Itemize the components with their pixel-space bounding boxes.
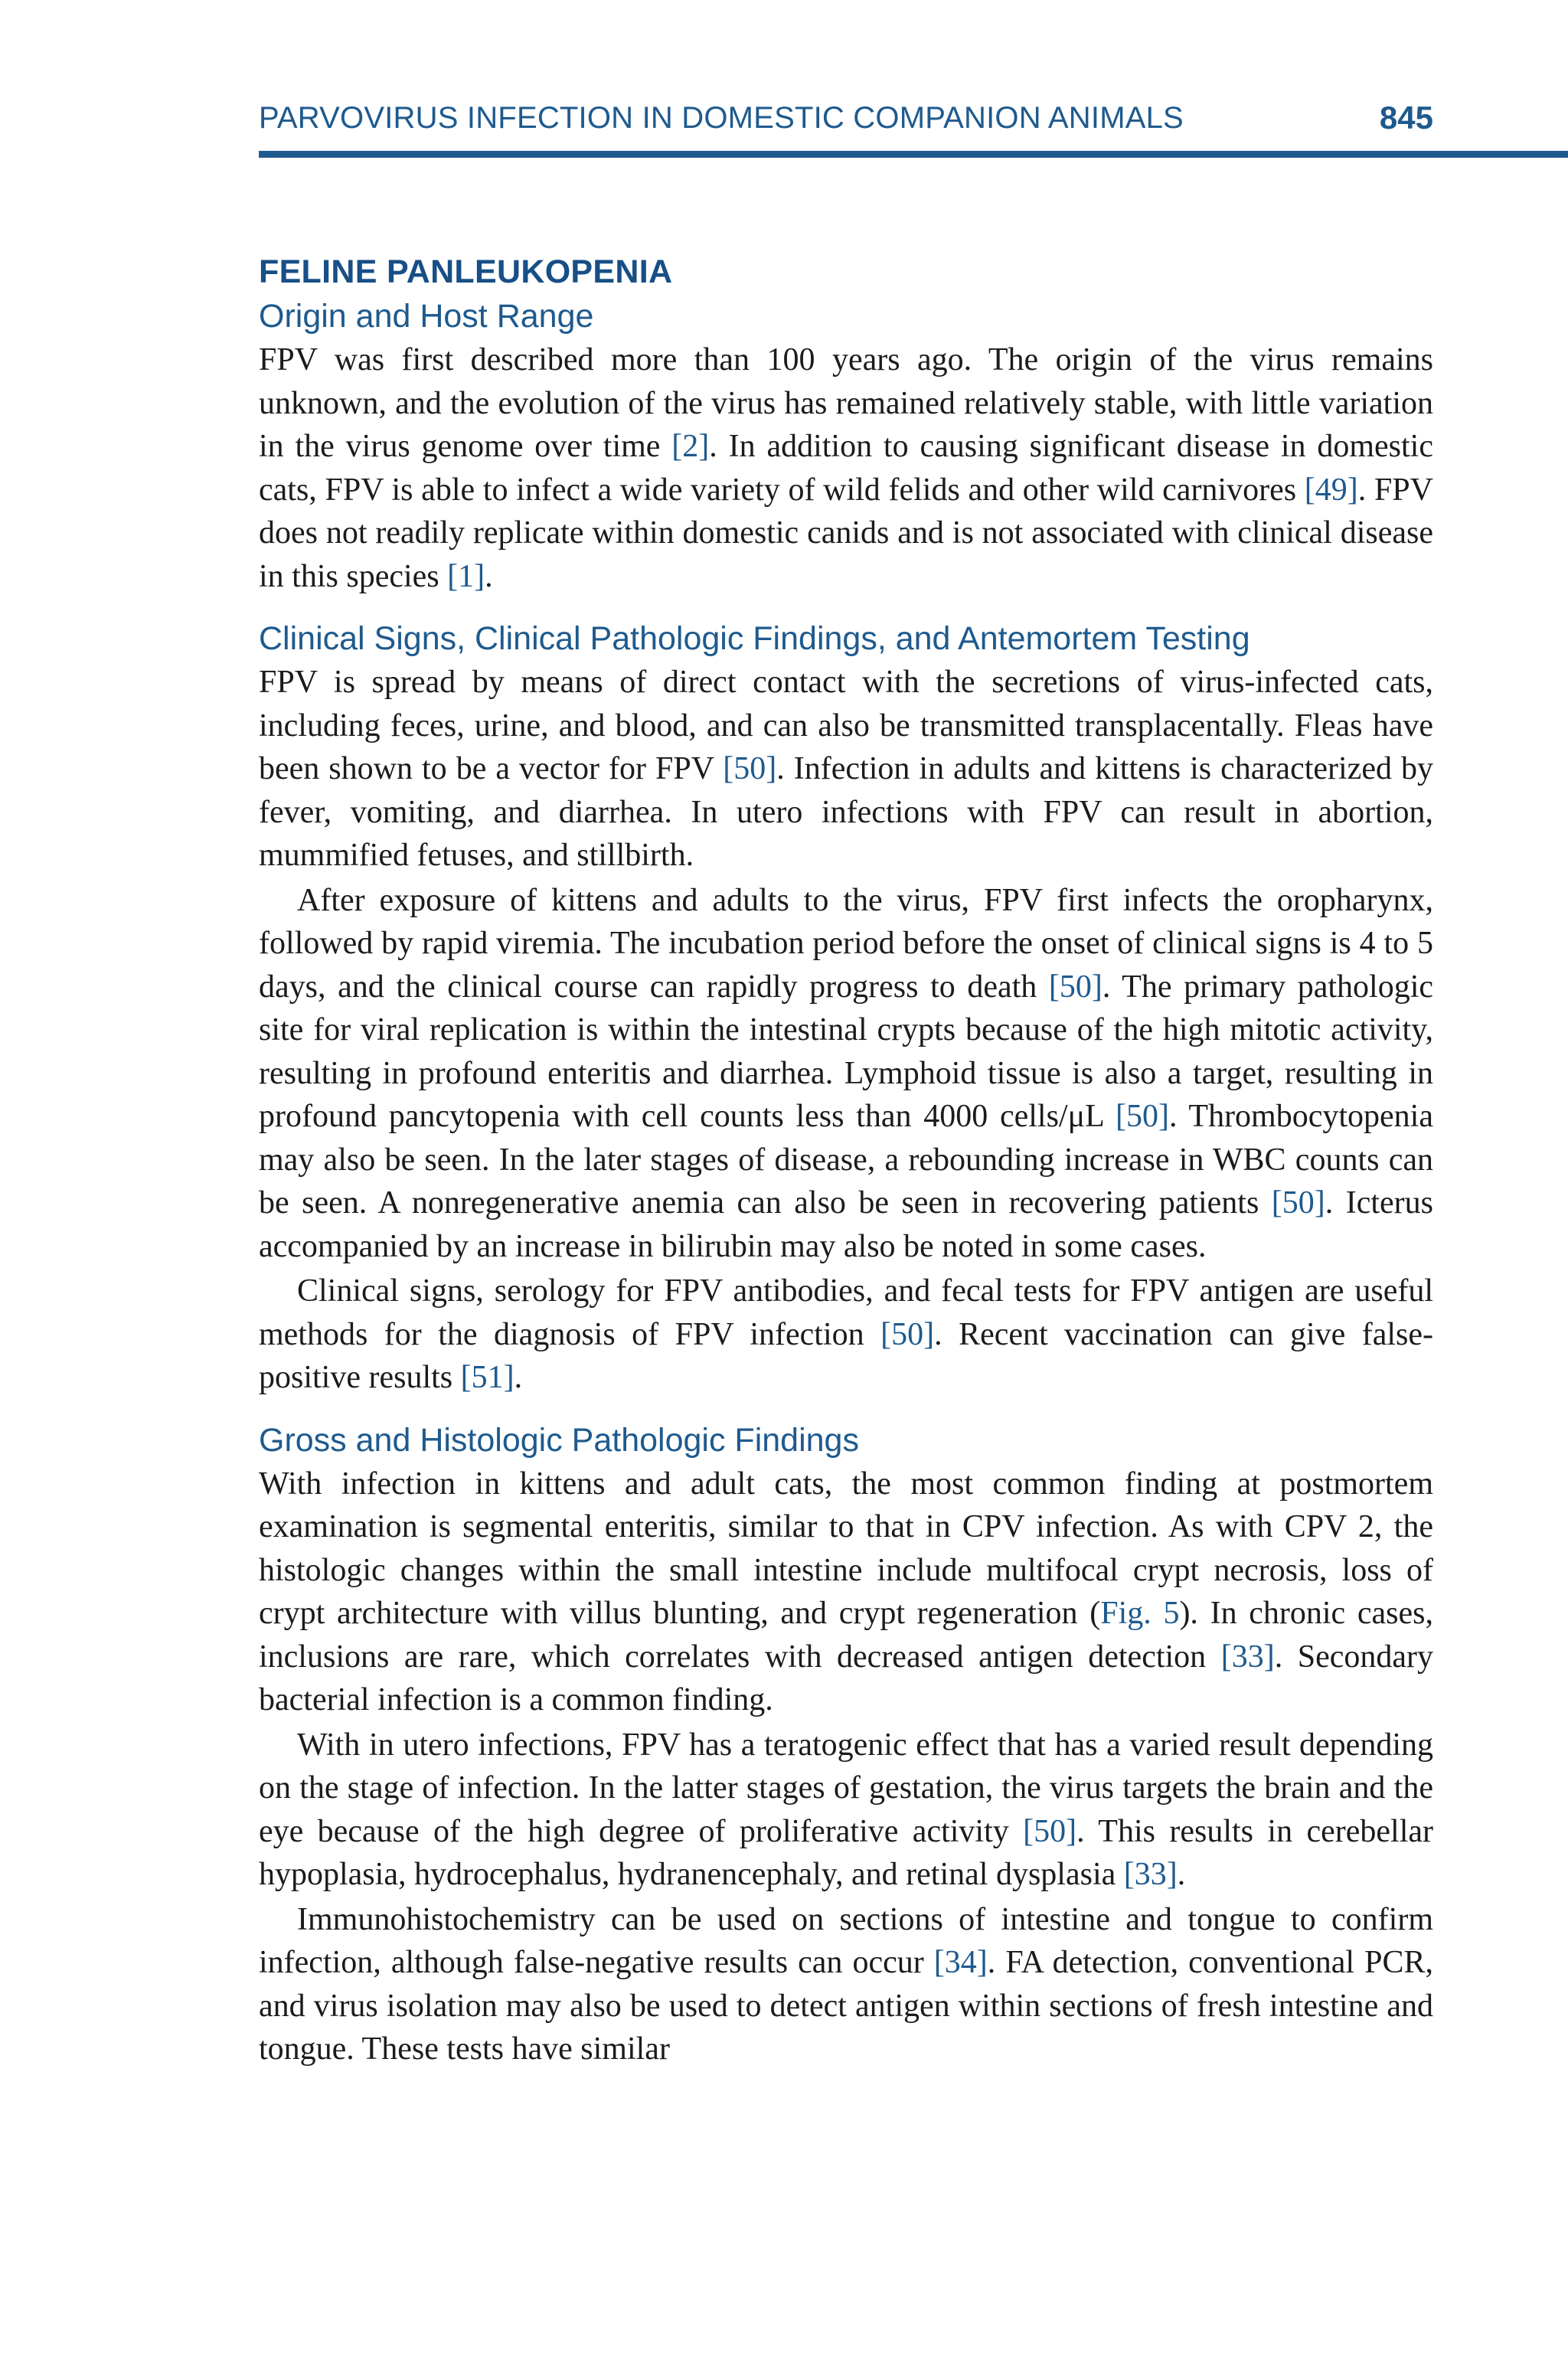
subsection-title-pathology: Gross and Histologic Pathologic Findings (259, 1421, 859, 1459)
subsection-title-origin: Origin and Host Range (259, 298, 594, 335)
paragraph: Clinical signs, serology for FPV antibodies, and fecal tests for FPV antigen are useful methods for the diagnosis of FPV infection [50]. Recent vaccination can give false-positive results [51]. (259, 1273, 1434, 1395)
article-body (259, 250, 1433, 2071)
running-title: PARVOVIRUS INFECTION IN DOMESTIC COMPANION ANIMALS (259, 101, 1184, 135)
paragraph: With in utero infections, FPV has a teratogenic effect that has a varied result depending on the stage of infection. In the latter stages of gestation, the virus targets the brain and the eye because of the high degree of proliferative activity [50]. This results in cerebellar hypoplasia, hydrocephalus, hydranencephaly, and retinal dysplasia [33]. (259, 1727, 1434, 1892)
subsection-title-clinical: Clinical Signs, Clinical Pathologic Findings, and Antemortem Testing (259, 620, 1250, 657)
citation-link[interactable]: [1] (447, 558, 485, 594)
paragraph: Immunohistochemistry can be used on sections of intestine and tongue to confirm infection, although false-negative results can occur [34]. FA detection, conventional PCR, and virus isolation may also be used to detect antigen within sections of fresh intestine and tongue. These tests have similar (259, 1901, 1433, 2067)
citation-link[interactable]: [33] (1123, 1857, 1178, 1892)
citation-link[interactable]: [33] (1220, 1639, 1275, 1675)
citation-link[interactable]: Fig. 5 (1100, 1596, 1180, 1631)
paragraph: After exposure of kittens and adults to the virus, FPV first infects the oropharynx, followed by rapid viremia. The incubation period before the onset of clinical signs is 4 to 5 days, and the clinical course can rapidly progress to death [50]. The primary pathologic site for viral replication is within the intestinal crypts because of the high mitotic activity, resulting in profound enteritis and diarrhea. Lymphoid tissue is also a target, resulting in profound pancytopenia with cell counts less than 4000 cells/μL [50]. Thrombocytopenia may also be seen. In the later stages of disease, a rebounding increase in WBC counts can be seen. A nonregenerative anemia can also be seen in recovering patients [50]. Icterus accompanied by an increase in bilirubin may also be noted in some cases. (259, 882, 1434, 1264)
page-number: 845 (1379, 100, 1433, 136)
citation-link[interactable]: [2] (671, 429, 710, 464)
citation-link[interactable]: [50] (1048, 969, 1102, 1005)
citation-link[interactable]: [34] (933, 1945, 988, 1980)
citation-link[interactable]: [50] (723, 751, 777, 786)
header-rule (259, 151, 1568, 158)
section-title: FELINE PANLEUKOPENIA (259, 253, 673, 290)
citation-link[interactable]: [49] (1304, 472, 1358, 508)
paragraph: With infection in kittens and adult cats, the most common finding at postmortem examination is segmental enteritis, similar to that in CPV infection. As with CPV 2, the histologic changes within the small intestine include multifocal crypt necrosis, loss of crypt architecture with villus blunting, and crypt regeneration (Fig. 5). In chronic cases, inclusions are rare, which correlates with decreased antigen detection [33]. Secondary bacterial infection is a common finding. (259, 1466, 1433, 1717)
citation-link[interactable]: [51] (460, 1360, 514, 1395)
paragraph: FPV is spread by means of direct contact with the secretions of virus-infected cats, including feces, urine, and blood, and can also be transmitted transplacentally. Fleas have been shown to be a vector for FPV [50]. Infection in adults and kittens is characterized by fever, vomiting, and diarrhea. In utero infections with FPV can result in abortion, mummified fetuses, and stillbirth. (259, 665, 1433, 873)
paragraph: FPV was first described more than 100 years ago. The origin of the virus remains unknown, and the evolution of the virus has remained relatively stable, with little variation in the virus genome over time [2]. In addition to causing significant disease in domestic cats, FPV is able to infect a wide variety of wild felids and other wild carnivores [49]. FPV does not readily replicate within domestic canids and is not associated with clinical disease in this species [1]. (259, 342, 1433, 594)
citation-link[interactable]: [50] (880, 1316, 935, 1352)
page-header (259, 96, 1433, 142)
citation-link[interactable]: [50] (1115, 1099, 1169, 1134)
citation-link[interactable]: [50] (1271, 1185, 1325, 1221)
citation-link[interactable]: [50] (1023, 1813, 1077, 1849)
